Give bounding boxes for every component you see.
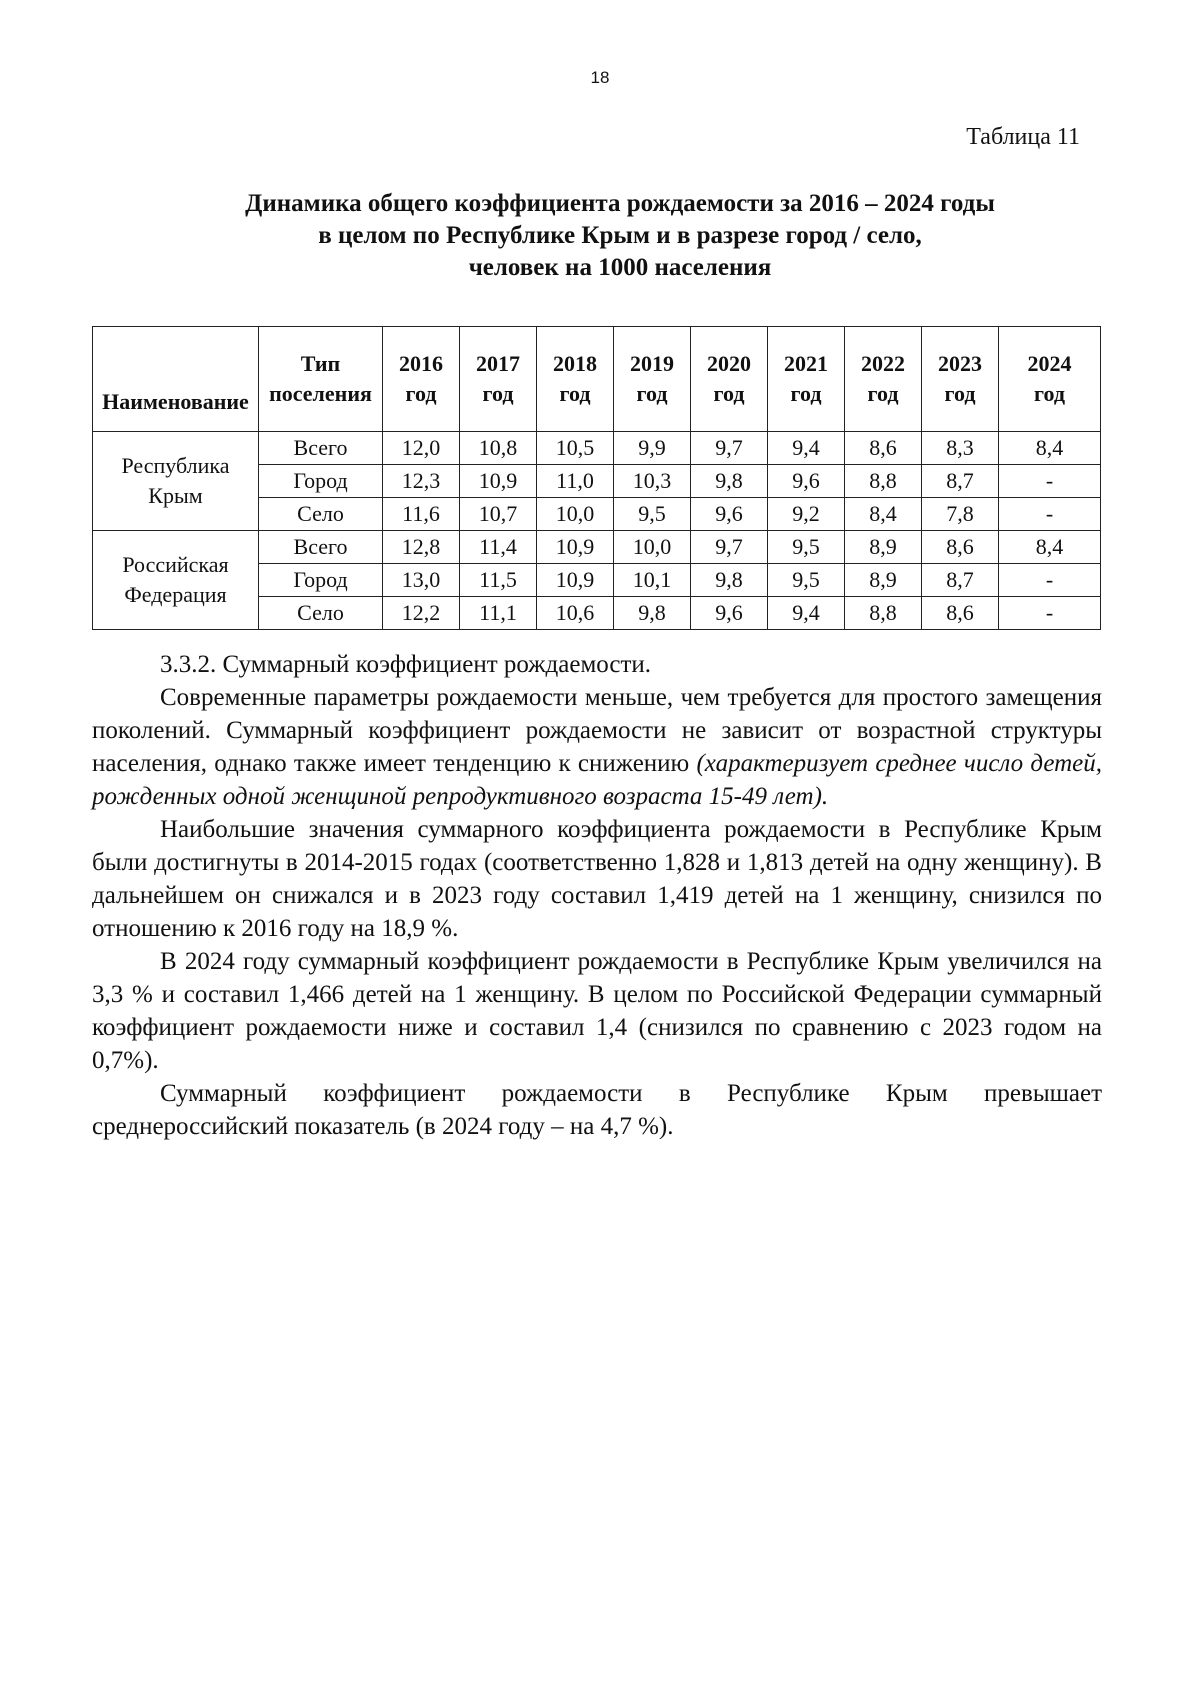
column-header-type-line1: Тип <box>300 351 341 376</box>
column-header-type <box>259 327 383 432</box>
value-cell: 8,4 <box>845 498 922 531</box>
value-cell: 8,6 <box>922 531 999 564</box>
value-cell: 10,9 <box>537 564 614 597</box>
column-header-year: 2018 год <box>537 327 614 432</box>
value-cell: 9,6 <box>691 597 768 630</box>
value-cell: 8,4 <box>999 531 1101 564</box>
column-header-year: 2021 год <box>768 327 845 432</box>
value-cell: 10,9 <box>537 531 614 564</box>
section-heading: 3.3.2. Суммарный коэффициент рождаемости. <box>160 651 652 678</box>
region-cell: Российская Федерация <box>93 531 259 630</box>
value-cell: 9,9 <box>614 432 691 465</box>
value-cell: 10,0 <box>614 531 691 564</box>
settlement-type-cell: Всего <box>259 531 383 564</box>
value-cell: 9,5 <box>768 564 845 597</box>
value-cell: 10,8 <box>460 432 537 465</box>
value-cell: - <box>999 498 1101 531</box>
column-header-year: 2020 год <box>691 327 768 432</box>
birth-rate-table <box>92 326 1101 630</box>
table-label: Таблица 11 <box>966 124 1080 150</box>
value-cell: 13,0 <box>383 564 460 597</box>
value-cell: 11,6 <box>383 498 460 531</box>
region-cell: Республика Крым <box>93 432 259 531</box>
value-cell: 8,7 <box>922 564 999 597</box>
value-cell: 9,8 <box>691 465 768 498</box>
value-cell: 8,3 <box>922 432 999 465</box>
value-cell: 12,2 <box>383 597 460 630</box>
page-number: 18 <box>590 68 610 87</box>
body-text <box>92 648 1102 1143</box>
value-cell: 12,8 <box>383 531 460 564</box>
column-header-year: 2016 год <box>383 327 460 432</box>
column-header-name: Наименование <box>93 327 259 432</box>
settlement-type-cell: Всего <box>259 432 383 465</box>
value-cell: 8,8 <box>845 597 922 630</box>
table-title-line: в целом по Республике Крым и в разрезе город / село, <box>318 222 922 249</box>
value-cell: 10,9 <box>460 465 537 498</box>
value-cell: 10,5 <box>537 432 614 465</box>
value-cell: 12,0 <box>383 432 460 465</box>
value-cell: 7,8 <box>922 498 999 531</box>
table-row <box>93 531 1101 564</box>
value-cell: 11,5 <box>460 564 537 597</box>
column-header-type-line2: поселения <box>269 381 372 406</box>
column-header-year: 2023 год <box>922 327 999 432</box>
value-cell: 8,8 <box>845 465 922 498</box>
value-cell: 11,1 <box>460 597 537 630</box>
column-header-year: 2017 год <box>460 327 537 432</box>
value-cell: 10,6 <box>537 597 614 630</box>
paragraph: В 2024 году суммарный коэффициент рождаемости в Республике Крым увеличился на 3,3 % и составил 1,466 детей на 1 женщину. В целом по Российской Федерации суммарный коэффициент рождаемости ниже и составил 1,4 (снизился по сравнению с 2023 годом на 0,7%). <box>92 948 1102 1074</box>
value-cell: 12,3 <box>383 465 460 498</box>
value-cell: - <box>999 564 1101 597</box>
value-cell: 8,9 <box>845 531 922 564</box>
value-cell: 9,6 <box>768 465 845 498</box>
paragraph-italic-text: (характеризует среднее число детей, рожденных одной женщиной репродуктивного возраста 15-49 лет). <box>92 750 1102 810</box>
paragraph: Суммарный коэффициент рождаемости в Республике Крым превышает среднероссийский показатель (в 2024 году – на 4,7 %). <box>92 1080 1102 1140</box>
value-cell: 9,4 <box>768 432 845 465</box>
value-cell: 8,4 <box>999 432 1101 465</box>
paragraph <box>92 681 1102 813</box>
settlement-type-cell: Город <box>259 465 383 498</box>
column-header-year: 2019 год <box>614 327 691 432</box>
settlement-type-cell: Город <box>259 564 383 597</box>
settlement-type-cell: Село <box>259 498 383 531</box>
value-cell: 10,3 <box>614 465 691 498</box>
value-cell: 10,7 <box>460 498 537 531</box>
value-cell: 9,4 <box>768 597 845 630</box>
paragraph-text: Современные параметры рождаемости меньше, чем требуется для простого замещения поколений. Суммарный коэффициент рождаемости не зависит от возрастной структуры населения, однако также имеет тенденцию к снижению <box>92 684 1102 777</box>
value-cell: 10,1 <box>614 564 691 597</box>
value-cell: 8,9 <box>845 564 922 597</box>
value-cell: 9,6 <box>691 498 768 531</box>
value-cell: 9,7 <box>691 432 768 465</box>
value-cell: 8,6 <box>845 432 922 465</box>
value-cell: 9,8 <box>691 564 768 597</box>
paragraph: Наибольшие значения суммарного коэффициента рождаемости в Республике Крым были достигнуты в 2014-2015 годах (соответственно 1,828 и 1,813 детей на одну женщину). В дальнейшем он снижался и в 2023 году составил 1,419 детей на 1 женщину, снизился по отношению к 2016 году на 18,9 %. <box>92 816 1102 942</box>
value-cell: 9,2 <box>768 498 845 531</box>
table-title-line: человек на 1000 населения <box>468 254 772 281</box>
value-cell: 11,4 <box>460 531 537 564</box>
value-cell: 9,5 <box>614 498 691 531</box>
table-title <box>120 188 1120 284</box>
column-header-year: 2024 год <box>999 327 1101 432</box>
settlement-type-cell: Село <box>259 597 383 630</box>
value-cell: 9,8 <box>614 597 691 630</box>
table-row <box>93 432 1101 465</box>
value-cell: 8,6 <box>922 597 999 630</box>
column-header-year: 2022 год <box>845 327 922 432</box>
table-title-line: Динамика общего коэффициента рождаемости за 2016 – 2024 годы <box>245 190 995 217</box>
value-cell: 10,0 <box>537 498 614 531</box>
table-header-row <box>93 327 1101 432</box>
value-cell: 9,7 <box>691 531 768 564</box>
value-cell: 9,5 <box>768 531 845 564</box>
value-cell: - <box>999 597 1101 630</box>
value-cell: 11,0 <box>537 465 614 498</box>
value-cell: 8,7 <box>922 465 999 498</box>
value-cell: - <box>999 465 1101 498</box>
